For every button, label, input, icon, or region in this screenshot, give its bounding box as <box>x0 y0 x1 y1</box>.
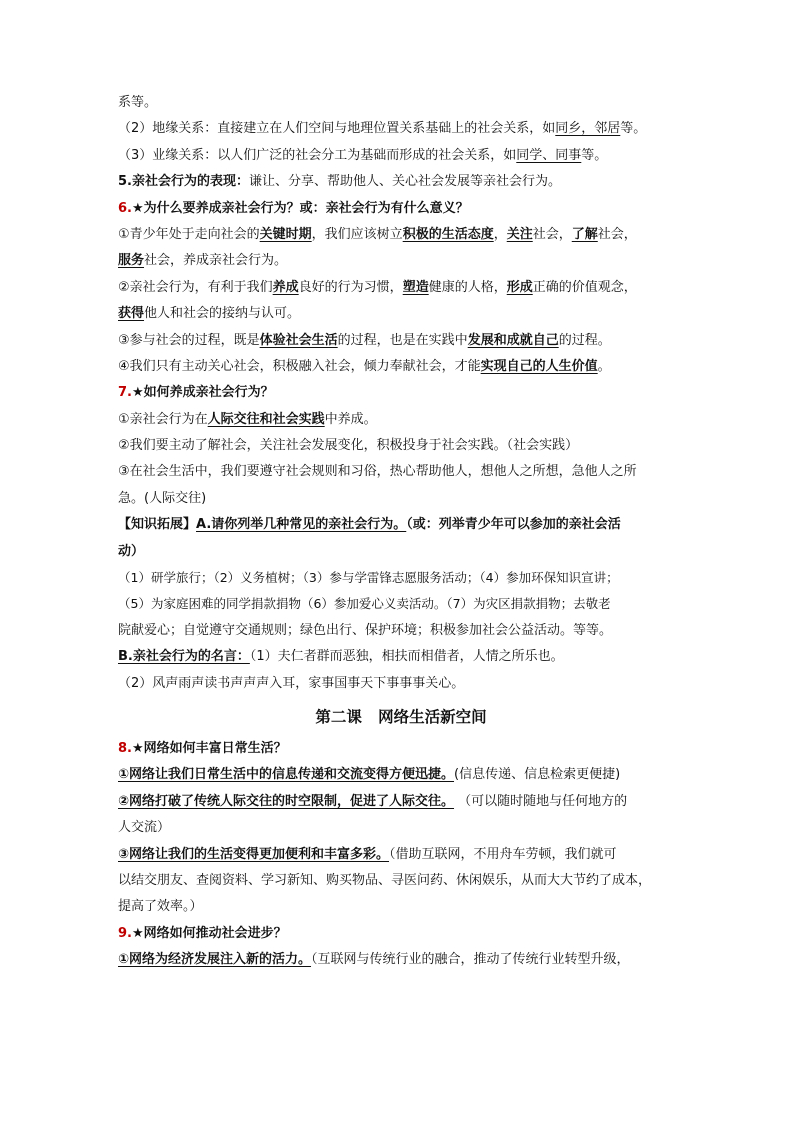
key-phrase: 实现自己的人生价值 <box>480 358 598 374</box>
text-run: 谦让、分享、帮助他人、关心社会发展等亲社会行为。 <box>249 174 562 190</box>
text-run: 亲社会行为的表现： <box>131 174 249 190</box>
text-run: ③参与社会的过程，既是 <box>118 332 260 348</box>
key-phrase: ②网络打破了传统人际交往的时空限制，促进了人际交往。 <box>118 793 455 809</box>
text-run: ★网络如何推动社会进步？ <box>131 925 287 941</box>
text-run: ★为什么要养成亲社会行为？或：亲社会行为有什么意义？ <box>131 200 469 216</box>
text-run: ①亲社会行为在 <box>118 411 208 427</box>
text-run: 的过程，也是在实践中 <box>337 332 468 348</box>
text-run: （可以随时随地与任何地方的 <box>454 793 628 809</box>
text-run: （2）风声雨声读书声声声入耳，家事国事天下事事事关心。 <box>118 675 465 691</box>
text-run: （3）业缘关系：以人们广泛的社会分工为基础而形成的社会关系，如 <box>118 147 517 163</box>
key-phrase: ①网络为经济发展注入新的活力。 <box>118 952 312 968</box>
text-run: ★网络如何丰富日常生活？ <box>131 740 287 756</box>
text-line <box>118 90 684 116</box>
text-line <box>118 222 684 248</box>
key-phrase: ③网络让我们的生活变得更加便利和丰富多彩。 <box>118 846 390 862</box>
text-line <box>118 565 684 591</box>
text-line <box>118 671 684 697</box>
text-line <box>118 275 684 301</box>
key-phrase: 人际交往和社会实践 <box>207 411 325 427</box>
text-run: ★如何养成亲社会行为？ <box>131 385 274 401</box>
text-line <box>118 842 684 868</box>
key-phrase: 服务 <box>118 253 145 269</box>
key-phrase: 塑造 <box>402 279 429 295</box>
text-run: 等。 <box>581 147 608 163</box>
text-line <box>118 789 684 815</box>
text-run: 人交流） <box>118 820 171 836</box>
text-line <box>118 407 684 433</box>
text-line <box>118 618 684 644</box>
text-run: ③在社会生活中，我们要遵守社会规则和习俗，热心帮助他人，想他人之所想，急他人之所 <box>118 464 637 480</box>
text-run: 正确的价值观念， <box>532 279 637 295</box>
text-run: ， <box>493 226 507 242</box>
text-line <box>118 301 684 327</box>
text-run: 急。(人际交往) <box>118 490 207 506</box>
text-run: ④我们只有主动关心社会，积极融入社会，倾力奉献社会，才能 <box>118 358 481 374</box>
text-run: ②我们要主动了解社会，关注社会发展变化，积极投身于社会实践。（社会实践） <box>118 438 579 454</box>
key-phrase: 形成 <box>506 279 533 295</box>
text-run: （1）研学旅行；（2）义务植树；（3）参与学雷锋志愿服务活动；（4）参加环保知识宣讲； <box>118 570 619 586</box>
text-run: 【知识拓展】 <box>118 517 197 533</box>
key-phrase: 积极的生活态度 <box>402 226 494 242</box>
text-run: 社会， <box>597 226 637 242</box>
text-line <box>118 380 684 406</box>
text-line <box>118 894 684 920</box>
text-line <box>118 591 684 617</box>
text-line <box>118 539 684 565</box>
key-phrase: ①网络让我们日常生活中的信息传递和交流变得方便迅捷。 <box>118 767 455 783</box>
document-body <box>118 90 684 974</box>
key-phrase: 6. <box>118 200 132 216</box>
text-run: 以结交朋友、查阅资料、学习新知、购买物品、寻医问药、休闲娱乐，从而大大节约了成本， <box>118 872 652 888</box>
key-phrase: 7. <box>118 385 132 401</box>
key-phrase: 关键时期 <box>259 226 312 242</box>
text-run: ①青少年处于走向社会的 <box>118 226 260 242</box>
text-run: 他人和社会的接纳与认可。 <box>144 306 301 322</box>
text-run: 中养成。 <box>324 411 377 427</box>
text-line <box>118 196 684 222</box>
text-run: 第二课 网络生活新空间 <box>315 707 487 726</box>
text-run: ②亲社会行为，有利于我们 <box>118 279 273 295</box>
key-phrase: 同学、同事 <box>516 147 582 163</box>
text-line <box>118 762 684 788</box>
text-line <box>118 433 684 459</box>
text-run: （或：列举青少年可以参加的亲社会活 <box>406 517 621 533</box>
text-run: （2）地缘关系：直接建立在人们空间与地理位置关系基础上的社会关系，如 <box>118 121 556 137</box>
text-run: ，我们应该树立 <box>311 226 403 242</box>
key-phrase: 养成 <box>272 279 299 295</box>
text-line <box>118 644 684 670</box>
text-run: 健康的人格， <box>428 279 507 295</box>
text-run: （互联网与传统行业的融合，推动了传统行业转型升级， <box>311 952 630 968</box>
key-phrase: 体验社会生活 <box>259 332 338 348</box>
key-phrase: A.请你列举几种常见的亲社会行为。 <box>196 517 407 533</box>
text-line <box>118 116 684 142</box>
key-phrase: 8. <box>118 740 132 756</box>
text-line <box>118 512 684 538</box>
text-run: 提高了效率。） <box>118 899 203 915</box>
text-run: (信息传递、信息检索更便捷) <box>454 767 621 783</box>
lesson-heading <box>118 700 684 734</box>
text-run: 。 <box>597 358 611 374</box>
text-line <box>118 868 684 894</box>
text-run: 系等。 <box>118 95 158 110</box>
text-run: 社会， <box>532 226 572 242</box>
text-line <box>118 486 684 512</box>
text-run: 动） <box>118 543 145 559</box>
text-line <box>118 354 684 380</box>
text-run: 等。 <box>620 121 647 137</box>
text-line <box>118 947 684 973</box>
text-run: 院献爱心；自觉遵守交通规则；绿色出行、保护环境；积极参加社会公益活动。等等。 <box>118 622 613 638</box>
text-line <box>118 143 684 169</box>
key-phrase: 关注 <box>506 226 533 242</box>
text-line <box>118 815 684 841</box>
text-run: 社会，养成亲社会行为。 <box>144 253 288 269</box>
text-run: 5. <box>118 174 132 190</box>
text-line <box>118 459 684 485</box>
key-phrase: B.亲社会行为的名言： <box>118 649 250 665</box>
text-line <box>118 328 684 354</box>
text-line <box>118 169 684 195</box>
text-run: （借助互联网，不用舟车劳顿，我们就可 <box>389 846 617 862</box>
text-run: （1）夫仁者群而恶独，相扶而相借者，人情之所乐也。 <box>249 649 564 665</box>
key-phrase: 9. <box>118 925 132 941</box>
key-phrase: 同乡，邻居 <box>555 121 621 137</box>
text-run: 良好的行为习惯， <box>298 279 403 295</box>
key-phrase: 了解 <box>571 226 598 242</box>
key-phrase: 发展和成就自己 <box>467 332 559 348</box>
text-line <box>118 248 684 274</box>
text-line <box>118 736 684 762</box>
key-phrase: 获得 <box>118 306 145 322</box>
text-run: 的过程。 <box>558 332 611 348</box>
text-line <box>118 921 684 947</box>
text-run: （5）为家庭困难的同学捐款捐物（6）参加爱心义卖活动。（7）为灾区捐款捐物；去敬老 <box>118 596 611 612</box>
